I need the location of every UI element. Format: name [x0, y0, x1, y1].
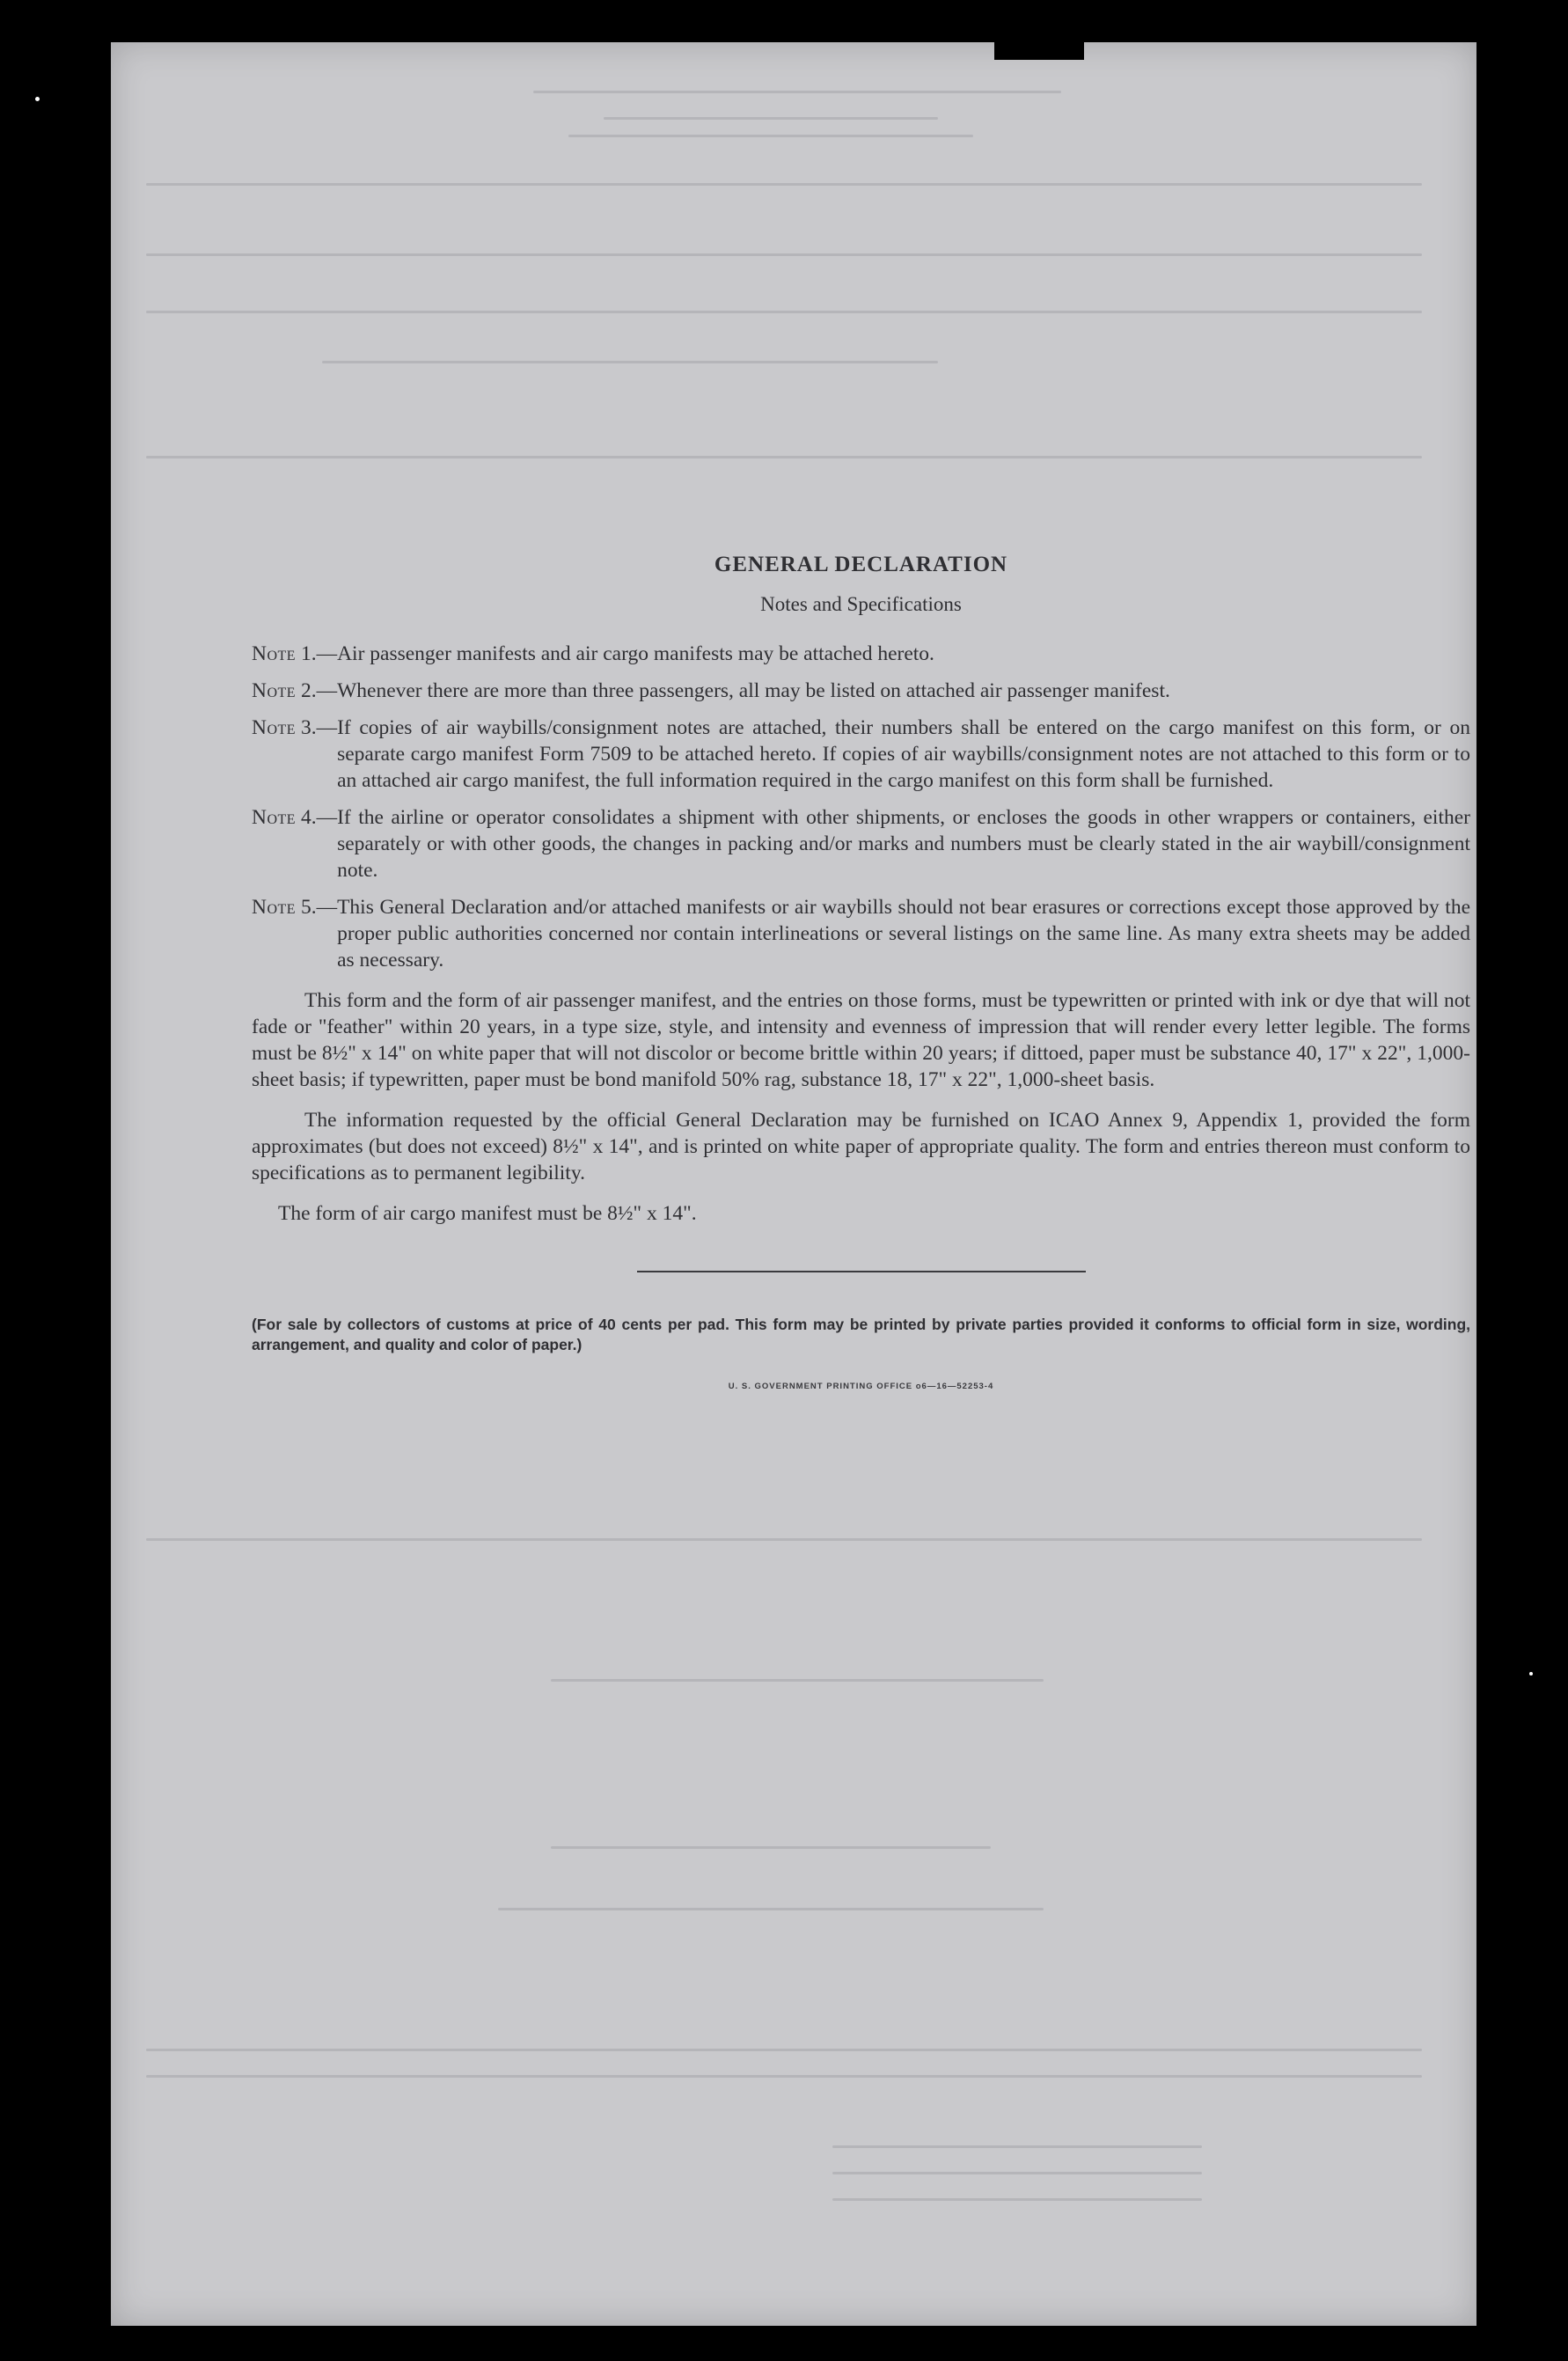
- note-text: This General Declaration and/or attached manifests or air waybills should not bear erasures or corrections except those approved by the proper public authorities concerned nor contain interlineations or several listings on the same line. As many extra sheets may be added as necessary.: [337, 896, 1470, 972]
- paragraph-icao-annex: The information requested by the official General Declaration may be furnished on ICAO Annex 9, Appendix 1, provided the form approximates (but does not exceed) 8½" x 14", and is printed on white paper of appropriate quality. The form and entries thereon must conform to specifications as to permanent legibility.: [252, 1109, 1470, 1184]
- binding-tab: [994, 35, 1084, 60]
- scan-speck: [1529, 1672, 1533, 1675]
- note-text: Air passenger manifests and air cargo manifests may be attached hereto.: [337, 642, 934, 665]
- document-title: GENERAL DECLARATION: [714, 553, 1008, 576]
- note-3: [252, 715, 1470, 794]
- horizontal-rule: [637, 1271, 1086, 1272]
- printing-office-imprint: U. S. GOVERNMENT PRINTING OFFICE o6—16—52253-4: [728, 1382, 994, 1391]
- note-label: Note 2.—: [252, 679, 338, 702]
- paragraph-form-requirements: This form and the form of air passenger manifest, and the entries on those forms, must be typewritten or printed with ink or dye that will not fade or "feather" within 20 years, in a type size, style, and intensity and evenness of impression that will render every letter legible. The forms must be 8½" x 14" on white paper that will not discolor or become brittle within 20 years; if dittoed, paper must be substance 40, 17" x 22", 1,000-sheet basis; if typewritten, paper must be bond manifold 50% rag, substance 18, 17" x 22", 1,000-sheet basis.: [252, 989, 1470, 1091]
- note-text: Whenever there are more than three passengers, all may be listed on attached air passenger manifest.: [337, 679, 1170, 702]
- note-5: [252, 894, 1470, 973]
- scan-speck: [35, 97, 40, 101]
- sale-footnote: (For sale by collectors of customs at price of 40 cents per pad. This form may be printed by private parties provided it conforms to official form in size, wording, arrangement, and quality and color of paper.): [252, 1316, 1470, 1353]
- document-subtitle: Notes and Specifications: [760, 593, 962, 615]
- document-body: [252, 504, 1470, 1391]
- note-label: Note 4.—: [252, 806, 338, 829]
- note-1: [252, 641, 1470, 667]
- note-2: [252, 678, 1470, 704]
- note-label: Note 1.—: [252, 642, 338, 665]
- paragraph-cargo-manifest-size: The form of air cargo manifest must be 8½" x 14".: [278, 1202, 697, 1225]
- note-text: If copies of air waybills/consignment notes are attached, their numbers shall be entered on the cargo manifest on this form, or on separate cargo manifest Form 7509 to be attached hereto. If copies of air waybills/consignment notes are not attached to this form or to an attached air cargo manifest, the full information required in the cargo manifest on this form shall be furnished.: [337, 716, 1470, 792]
- note-text: If the airline or operator consolidates a shipment with other shipments, or encloses the goods in other wrappers or containers, either separately or with other goods, the changes in packing and/or marks and numbers must be clearly stated in the air waybill/consignment note.: [337, 806, 1470, 882]
- note-4: [252, 804, 1470, 884]
- document-page: [111, 42, 1476, 2326]
- note-label: Note 5.—: [252, 896, 338, 919]
- note-label: Note 3.—: [252, 716, 338, 739]
